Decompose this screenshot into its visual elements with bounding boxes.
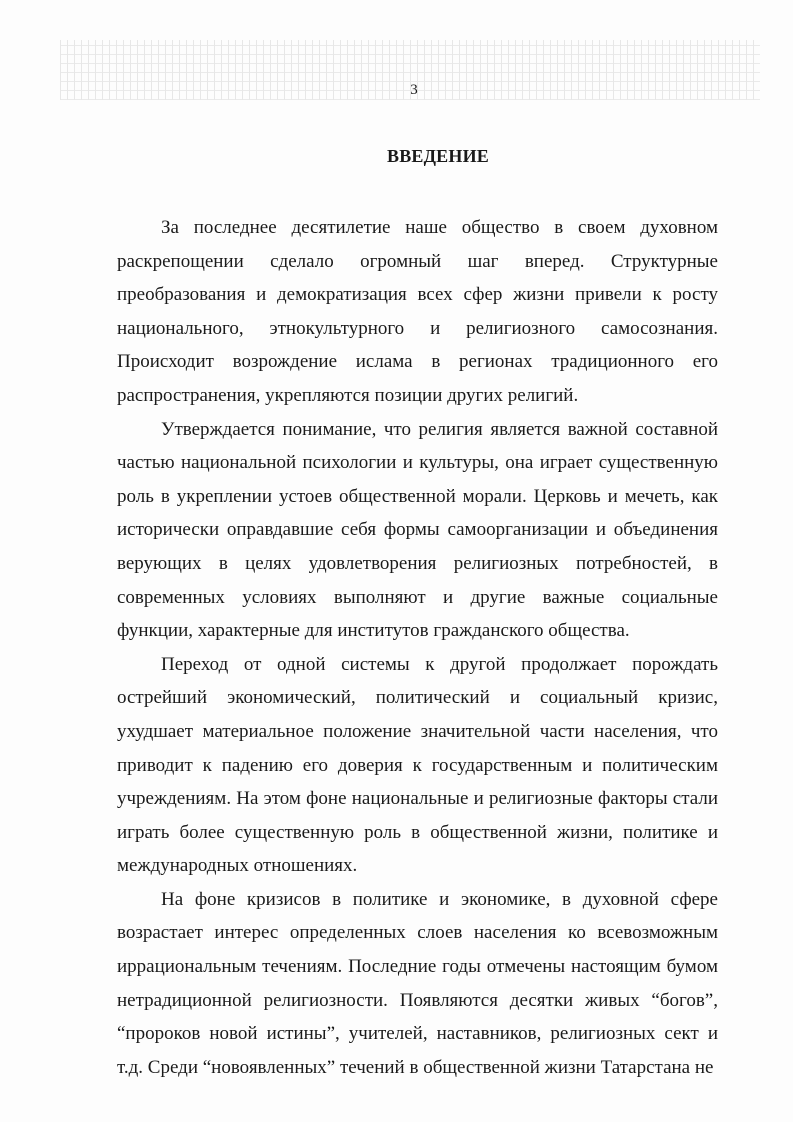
paragraph-1: За последнее десятилетие наше общество в своем духовном раскрепощении сделало огромный шаг вперед. Структурные преобразования и демократизация всех сфер жизни привели к росту национального, этнокультурного и религиозного самосознания. Происходит возрождение ислама в регионах традиционного его распространения, укрепляются позиции других религий. xyxy=(117,217,718,406)
paragraph-4: На фоне кризисов в политике и экономике, в духовной сфере возрастает интерес определенных слоев населения ко всевозможным иррациональным течениям. Последние годы отмечены настоящим бумом нетрадиционной религиозности. Появляются десятки живых “богов”, “пророков новой истины”, учителей, наставников, религиозных сект и т.д. Среди “новоявленных” течений в общественной жизни Татарстана не xyxy=(117,888,718,1078)
page-title: ВВЕДЕНИЕ xyxy=(386,146,489,166)
paragraph-2: Утверждается понимание, что религия является важной составной частью национальной психологии и культуры, она играет существенную роль в укреплении устоев общественной морали. Церковь и мечеть, как исторически оправдавшие себя формы самоорганизации и объединения верующих в целях удовлетворения религиозных потребностей, в современных условиях выполняют и другие важные социальные функции, характерные для институтов гражданского общества. xyxy=(117,418,718,642)
paragraph-3: Переход от одной системы к другой продолжает порождать острейший экономический, политический и социальный кризис, ухудшает материальное положение значительной части населения, что приводит к падению его доверия к государственным и политическим учреждениям. На этом фоне национальные и религиозные факторы стали играть более существенную роль в общественной жизни, политике и международных отношениях. xyxy=(117,653,718,877)
body-text xyxy=(117,211,718,1084)
page-number: 3 xyxy=(410,82,418,98)
